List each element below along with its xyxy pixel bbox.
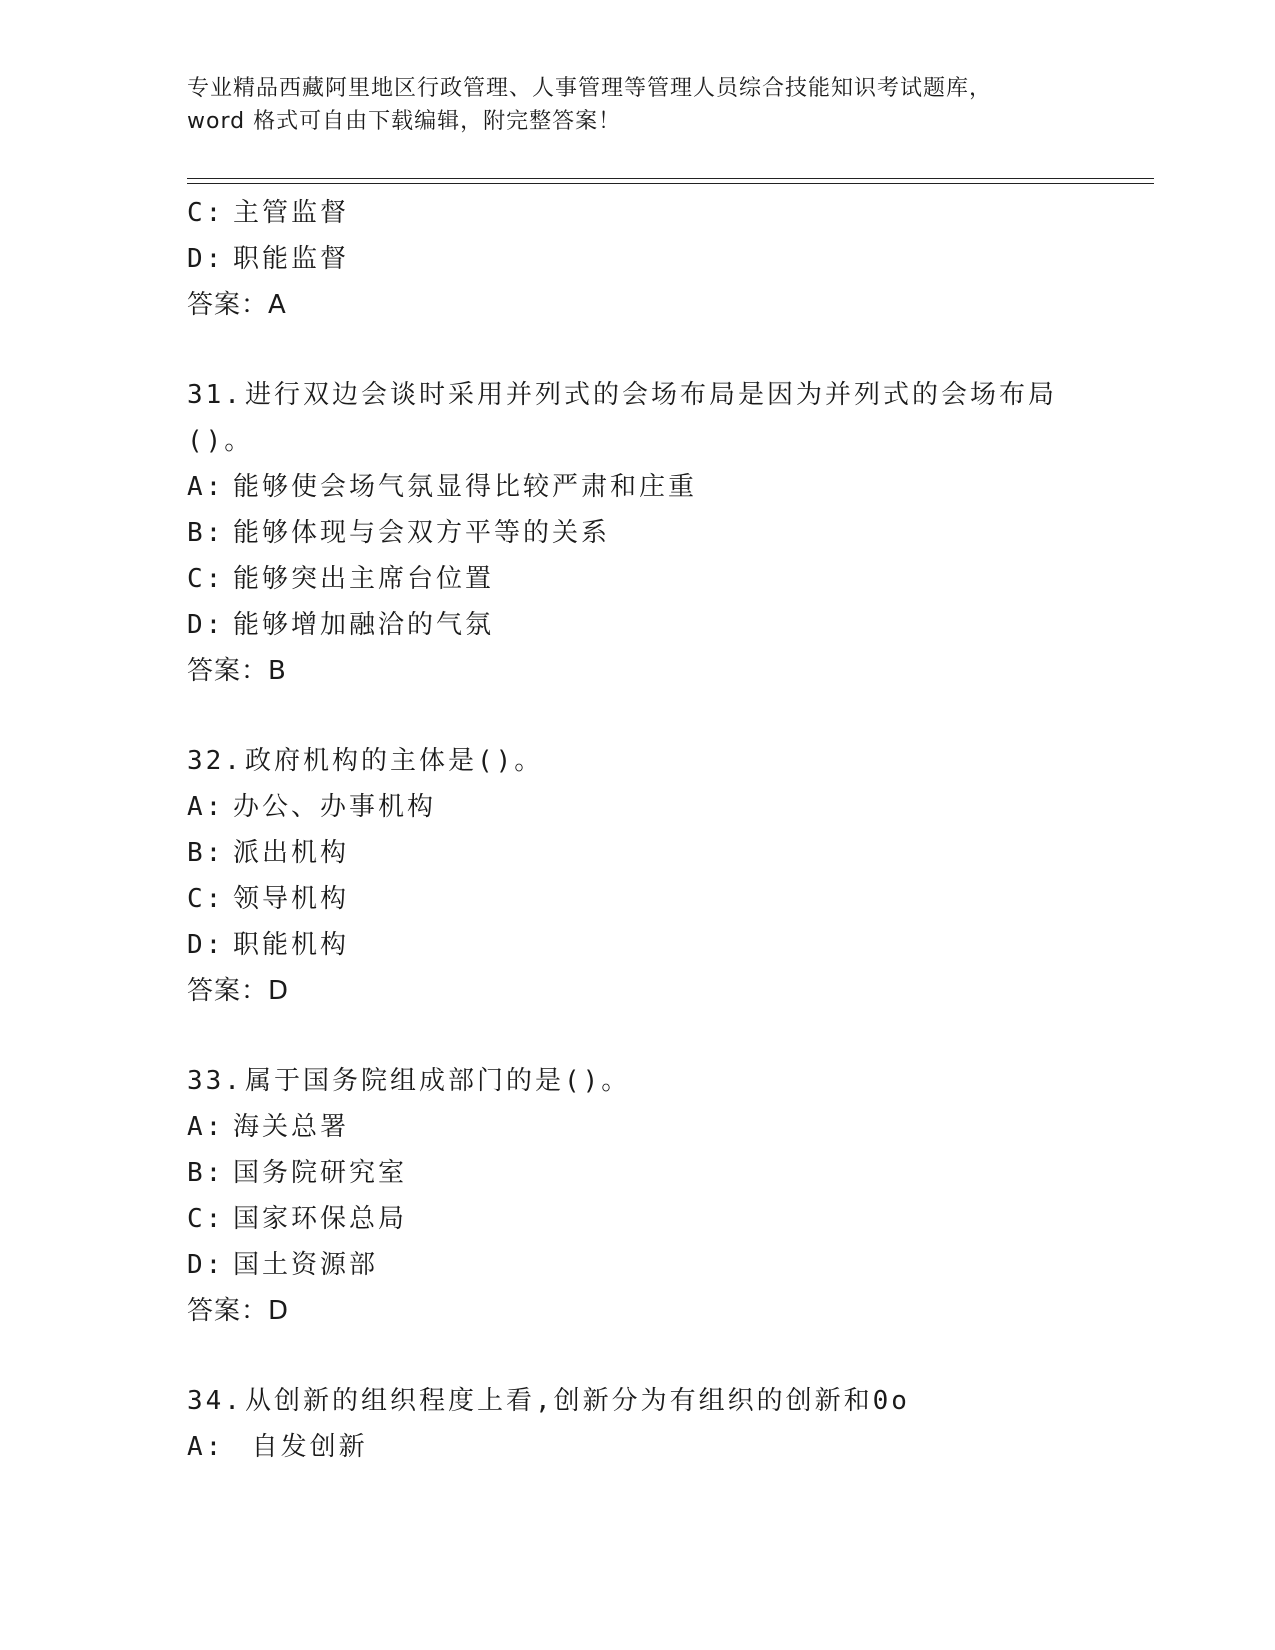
header-line-1: 专业精品西藏阿里地区行政管理、人事管理等管理人员综合技能知识考试题库，	[187, 76, 993, 101]
question-34	[187, 1378, 1147, 1470]
header-line-2: word 格式可自由下载编辑，附完整答案！	[187, 109, 622, 134]
option-c: C: 主管监督	[187, 198, 350, 228]
option-d: D: 国土资源部	[187, 1250, 379, 1280]
question-stem: 32.政府机构的主体是()。	[187, 746, 544, 776]
option-c: C: 国家环保总局	[187, 1204, 408, 1234]
option-a: A: 自发创新	[187, 1432, 368, 1462]
answer: 答案：D	[187, 1296, 290, 1326]
answer: 答案：A	[187, 290, 287, 320]
question-32	[187, 738, 1147, 1014]
question-stem: 33.属于国务院组成部门的是()。	[187, 1066, 631, 1096]
option-b: B: 派出机构	[187, 838, 350, 868]
question-stem: 31.进行双边会谈时采用并列式的会场布局是因为并列式的会场布局	[187, 380, 1058, 410]
option-a: A: 办公、办事机构	[187, 792, 437, 822]
option-a: A: 能够使会场气氛显得比较严肃和庄重	[187, 472, 698, 502]
prev-question	[187, 190, 1147, 328]
option-a: A: 海关总署	[187, 1112, 350, 1142]
document-header	[187, 72, 1087, 138]
option-b: B: 国务院研究室	[187, 1158, 408, 1188]
option-c: C: 领导机构	[187, 884, 350, 914]
header-rule-bottom	[187, 183, 1154, 184]
answer: 答案：B	[187, 656, 287, 686]
answer: 答案：D	[187, 976, 290, 1006]
question-stem-cont: ()。	[187, 426, 254, 456]
question-31	[187, 372, 1147, 694]
option-d: D: 职能机构	[187, 930, 350, 960]
option-d: D: 职能监督	[187, 244, 350, 274]
option-c: C: 能够突出主席台位置	[187, 564, 495, 594]
header-rule-top	[187, 178, 1154, 179]
option-d: D: 能够增加融洽的气氛	[187, 610, 495, 640]
option-b: B: 能够体现与会双方平等的关系	[187, 518, 611, 548]
question-stem: 34.从创新的组织程度上看,创新分为有组织的创新和0o	[187, 1386, 910, 1416]
question-33	[187, 1058, 1147, 1334]
question-list	[187, 190, 1147, 1470]
